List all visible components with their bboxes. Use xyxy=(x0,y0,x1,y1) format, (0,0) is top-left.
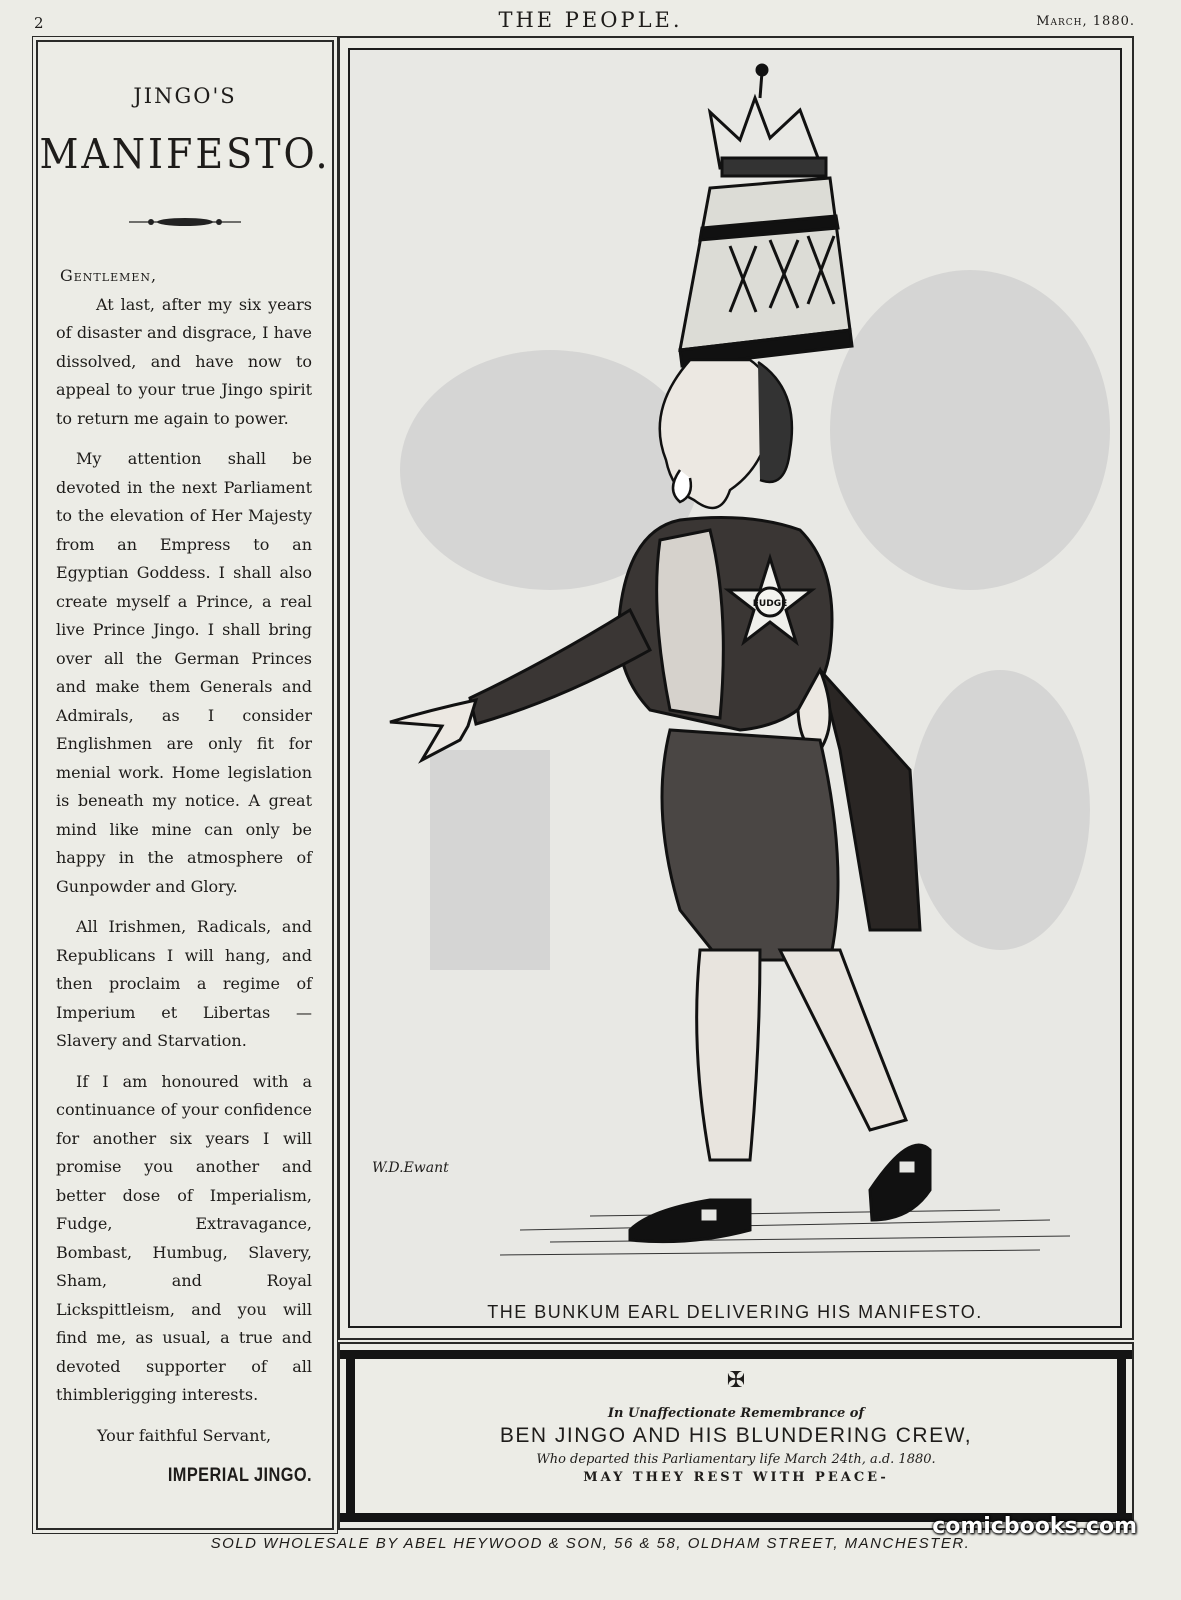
memorial-line-3: Who departed this Parliamentary life March 24th, a.d. 1880. xyxy=(536,1452,936,1467)
manifesto-paragraph: My attention shall be devoted in the next Parliament to the elevation of Her Majesty from an Empress to an Egyptian Goddess. I shall also create myself a Prince, a real live Prince Jingo. I shall bring over all the German Princes and make them Generals and Admirals, as I consider Englishmen are only fit for menial work. Home legislation is beneath my notice. A great mind like mine can only be happy in the atmosphere of Gunpowder and Glory. xyxy=(56,449,312,896)
manifesto-paragraph: All Irishmen, Radicals, and Republicans I will hang, and then proclaim a regime of Imperium et Libertas — Slavery and Starvation. xyxy=(56,917,312,1050)
flourish-ornament xyxy=(129,216,241,228)
newspaper-title: THE PEOPLE. xyxy=(498,8,683,32)
badge-text: FUDGE xyxy=(752,599,788,609)
cartoon-figure-illustration xyxy=(350,50,1120,1326)
artist-signature: W.D.Ewant xyxy=(372,1160,449,1176)
manifesto-paragraph: If I am honoured with a continuance of your confidence for another six years I will promise you another and better dose of Imperialism, Fudge, Extravagance, Bombast, Humbug, Slavery, Sham, and Royal Lickspittleism, and you will find me, as usual, a true and devoted supporter of all thimblerigging interests. xyxy=(56,1071,312,1404)
page-number: 2 xyxy=(34,14,44,32)
manifesto-letter xyxy=(38,262,332,1491)
signature: IMPERIAL JINGO. xyxy=(167,1465,312,1486)
cartoon-frame xyxy=(348,48,1122,1328)
manifesto-paragraph: At last, after my six years of disaster and disgrace, I have dissolved, and have now to appeal to your true Jingo spirit to return me again to power. xyxy=(56,294,312,428)
memorial-line-2: BEN JINGO AND HIS BLUNDERING CREW, xyxy=(499,1424,973,1447)
cross-icon: ✠ xyxy=(726,1368,746,1393)
closing-line: Your faithful Servant, xyxy=(96,1425,272,1445)
memorial-line-1: In Unaffectionate Remembrance of xyxy=(607,1406,865,1421)
manifesto-heading-small: JINGO'S xyxy=(133,84,237,108)
mourning-border-top xyxy=(340,1350,1132,1359)
manifesto-column xyxy=(36,40,334,1530)
cartoon-caption: THE BUNKUM EARL DELIVERING HIS MANIFESTO. xyxy=(487,1302,983,1322)
issue-date: March, 1880. xyxy=(1036,14,1135,29)
manifesto-heading-large: MANIFESTO. xyxy=(39,130,331,178)
cartoon-panel xyxy=(338,36,1134,1340)
memorial-line-4: MAY THEY REST WITH PEACE- xyxy=(583,1470,889,1485)
memorial-box xyxy=(338,1342,1134,1530)
salutation: Gentlemen, xyxy=(60,266,158,285)
page-header xyxy=(0,6,1181,32)
publisher-footer: SOLD WHOLESALE BY ABEL HEYWOOD & SON, 56 & 58, OLDHAM STREET, MANCHESTER. xyxy=(210,1535,971,1552)
watermark: comicbooks.com xyxy=(932,1514,1137,1539)
